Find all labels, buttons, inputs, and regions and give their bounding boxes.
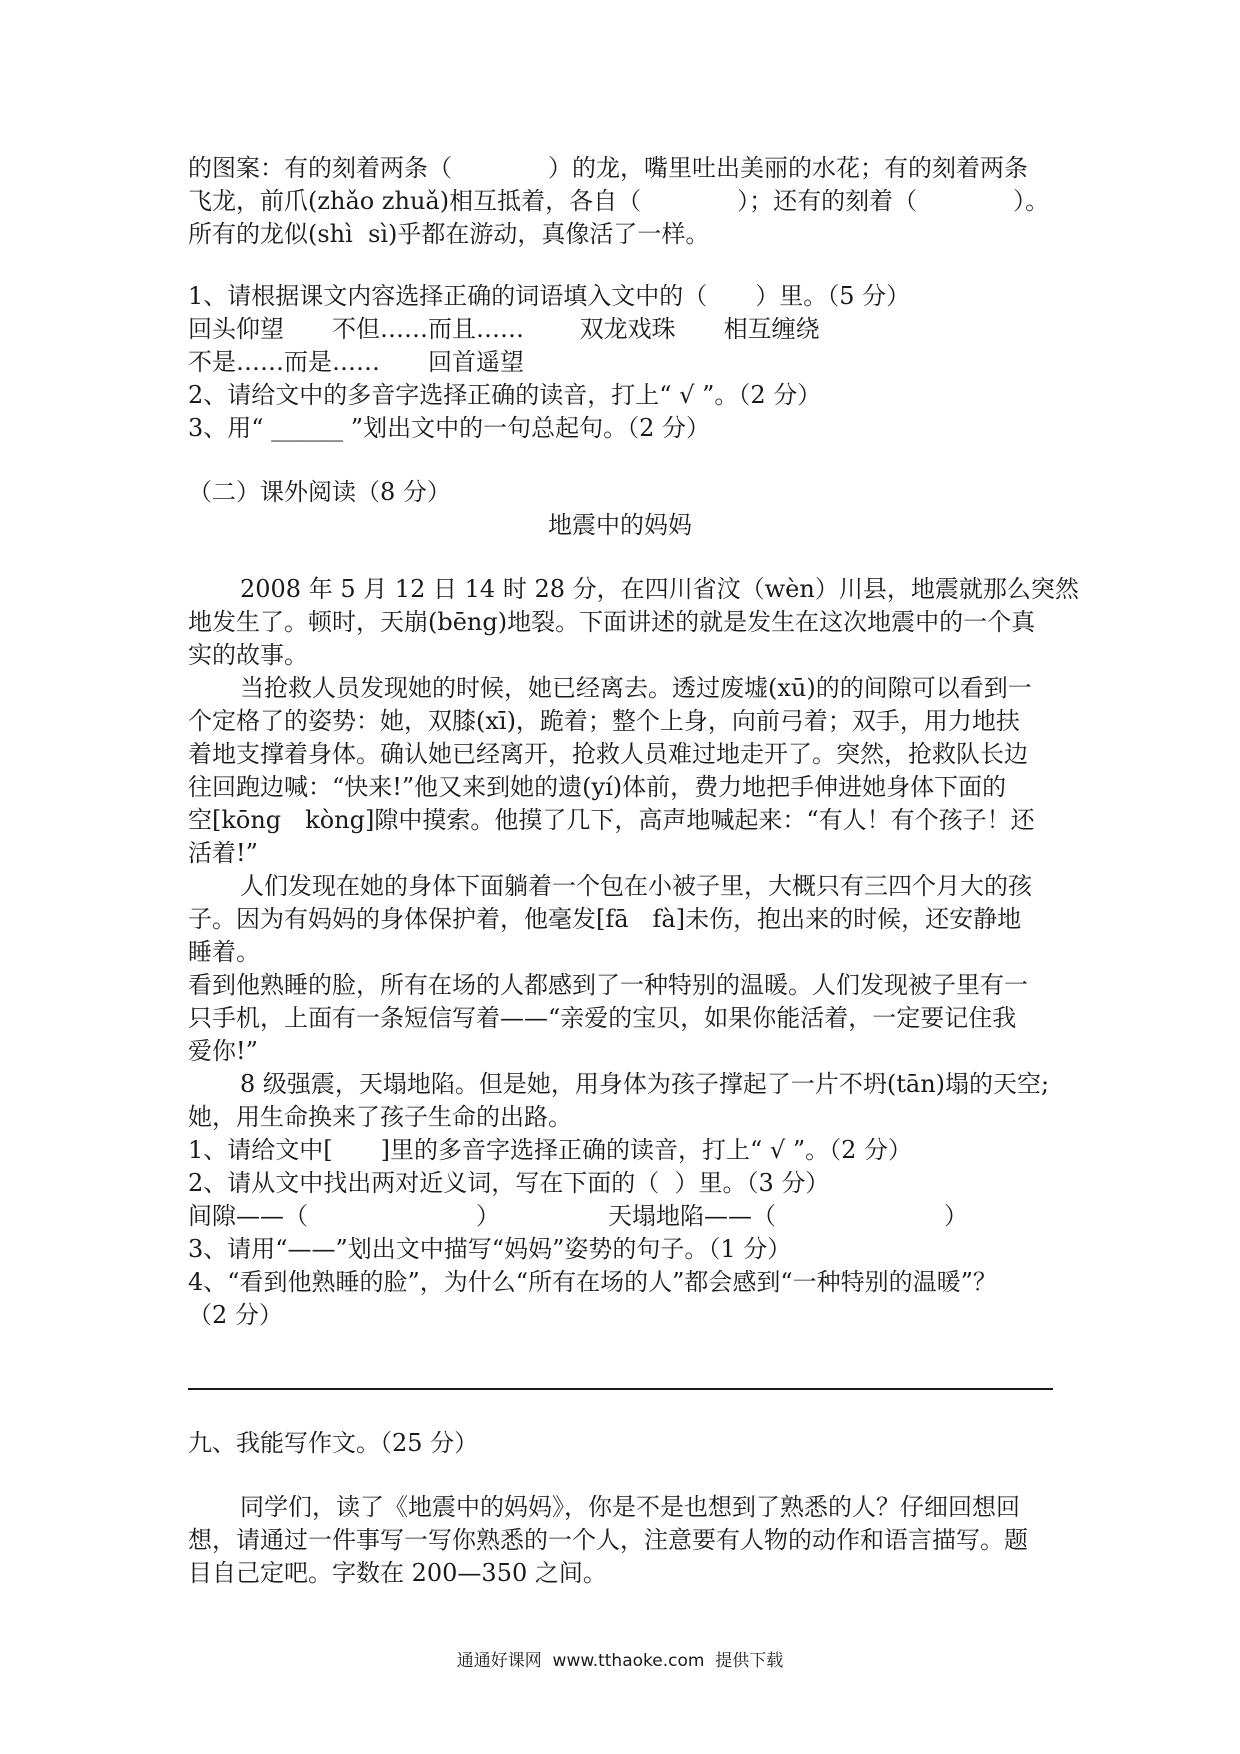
section-heading: （二）课外阅读（8 分）: [188, 478, 451, 506]
synonym-answer-row: 间隙——（ ） 天塌地陷——（ ）: [188, 1202, 968, 1230]
question-3: 3、请用“——”划出文中描写“妈妈”姿势的句子。（1 分）: [188, 1235, 792, 1263]
story-line: 实的故事。: [188, 641, 308, 669]
story-line: 地发生了。顿时，天崩(bēng)地裂。下面讲述的就是发生在这次地震中的一个真: [188, 608, 1036, 636]
question-1: 1、请根据课文内容选择正确的词语填入文中的（ ）里。（5 分）: [188, 282, 911, 310]
question-4-score: （2 分）: [188, 1301, 283, 1329]
story-line: 着地支撑着身体。确认她已经离开，抢救人员难过地走开了。突然，抢救队长边: [188, 740, 1028, 768]
story-title: 地震中的妈妈: [548, 511, 692, 539]
story-line: 睡着。: [188, 938, 260, 966]
question-2: 2、请给文中的多音字选择正确的读音，打上“ √ ”。（2 分）: [188, 381, 822, 409]
story-line: 人们发现在她的身体下面躺着一个包在小被子里，大概只有三四个月大的孩: [240, 872, 1032, 900]
composition-prompt-line: 想，请通过一件事写一写你熟悉的一个人，注意要有人物的动作和语言描写。题: [188, 1526, 1028, 1554]
answer-line: [188, 1388, 1053, 1390]
story-line: 空[kōng kòng]隙中摸索。他摸了几下，高声地喊起来：“有人！有个孩子！还: [188, 806, 1035, 834]
section-heading: 九、我能写作文。（25 分）: [188, 1429, 479, 1457]
question-2: 2、请从文中找出两对近义词，写在下面的（ ）里。（3 分）: [188, 1169, 830, 1197]
passage-line: 飞龙，前爪(zhǎo zhuǎ)相互抵着，各自（ ）；还有的刻着（ ）。: [188, 187, 1050, 215]
story-line: 个定格了的姿势：她，双膝(xī)，跪着；整个上身，向前弓着；双手，用力地扶: [188, 707, 1020, 735]
story-line: 8 级强震，天塌地陷。但是她，用身体为孩子撑起了一片不坍(tān)塌的天空;: [240, 1070, 1050, 1098]
passage-line: 所有的龙似(shì sì)乎都在游动，真像活了一样。: [188, 220, 710, 248]
story-line: 当抢救人员发现她的时候，她已经离去。透过废墟(xū)的的间隙可以看到一: [240, 674, 1032, 702]
story-line: 看到他熟睡的脸，所有在场的人都感到了一种特别的温暖。人们发现被子里有一: [188, 971, 1028, 999]
word-bank-row: 回头仰望 不但……而且…… 双龙戏珠 相互缠绕: [188, 315, 820, 343]
story-line: 爱你!”: [188, 1037, 258, 1065]
story-line: 子。因为有妈妈的身体保护着，他毫发[fā fà]未伤，抱出来的时候，还安静地: [188, 905, 1022, 933]
composition-prompt-line: 同学们，读了《地震中的妈妈》，你是不是也想到了熟悉的人？仔细回想回: [240, 1493, 1020, 1521]
word-bank-row: 不是……而是…… 回首遥望: [188, 348, 524, 376]
story-line: 她，用生命换来了孩子生命的出路。: [188, 1103, 572, 1131]
composition-prompt-line: 目自己定吧。字数在 200—350 之间。: [188, 1559, 607, 1587]
question-3: 3、用“ ______ ”划出文中的一句总起句。（2 分）: [188, 414, 710, 442]
passage-line: 的图案：有的刻着两条（ ）的龙，嘴里吐出美丽的水花；有的刻着两条: [188, 154, 1028, 182]
question-1: 1、请给文中[ ]里的多音字选择正确的读音，打上“ √ ”。（2 分）: [188, 1136, 912, 1164]
story-line: 2008 年 5 月 12 日 14 时 28 分，在四川省汶（wèn）川县，地震就那么突然: [240, 575, 1079, 603]
story-line: 只手机，上面有一条短信写着——“亲爱的宝贝，如果你能活着，一定要记住我: [188, 1004, 1017, 1032]
story-line: 往回跑边喊：“快来!”他又来到她的遗(yí)体前，费力地把手伸进她身体下面的: [188, 773, 1007, 801]
question-4: 4、“看到他熟睡的脸”，为什么“所有在场的人”都会感到“一种特别的温暖”？: [188, 1268, 997, 1296]
footer-credit: 通通好课网 www.tthaoke.com 提供下载: [456, 1651, 784, 1671]
story-line: 活着!”: [188, 839, 258, 867]
